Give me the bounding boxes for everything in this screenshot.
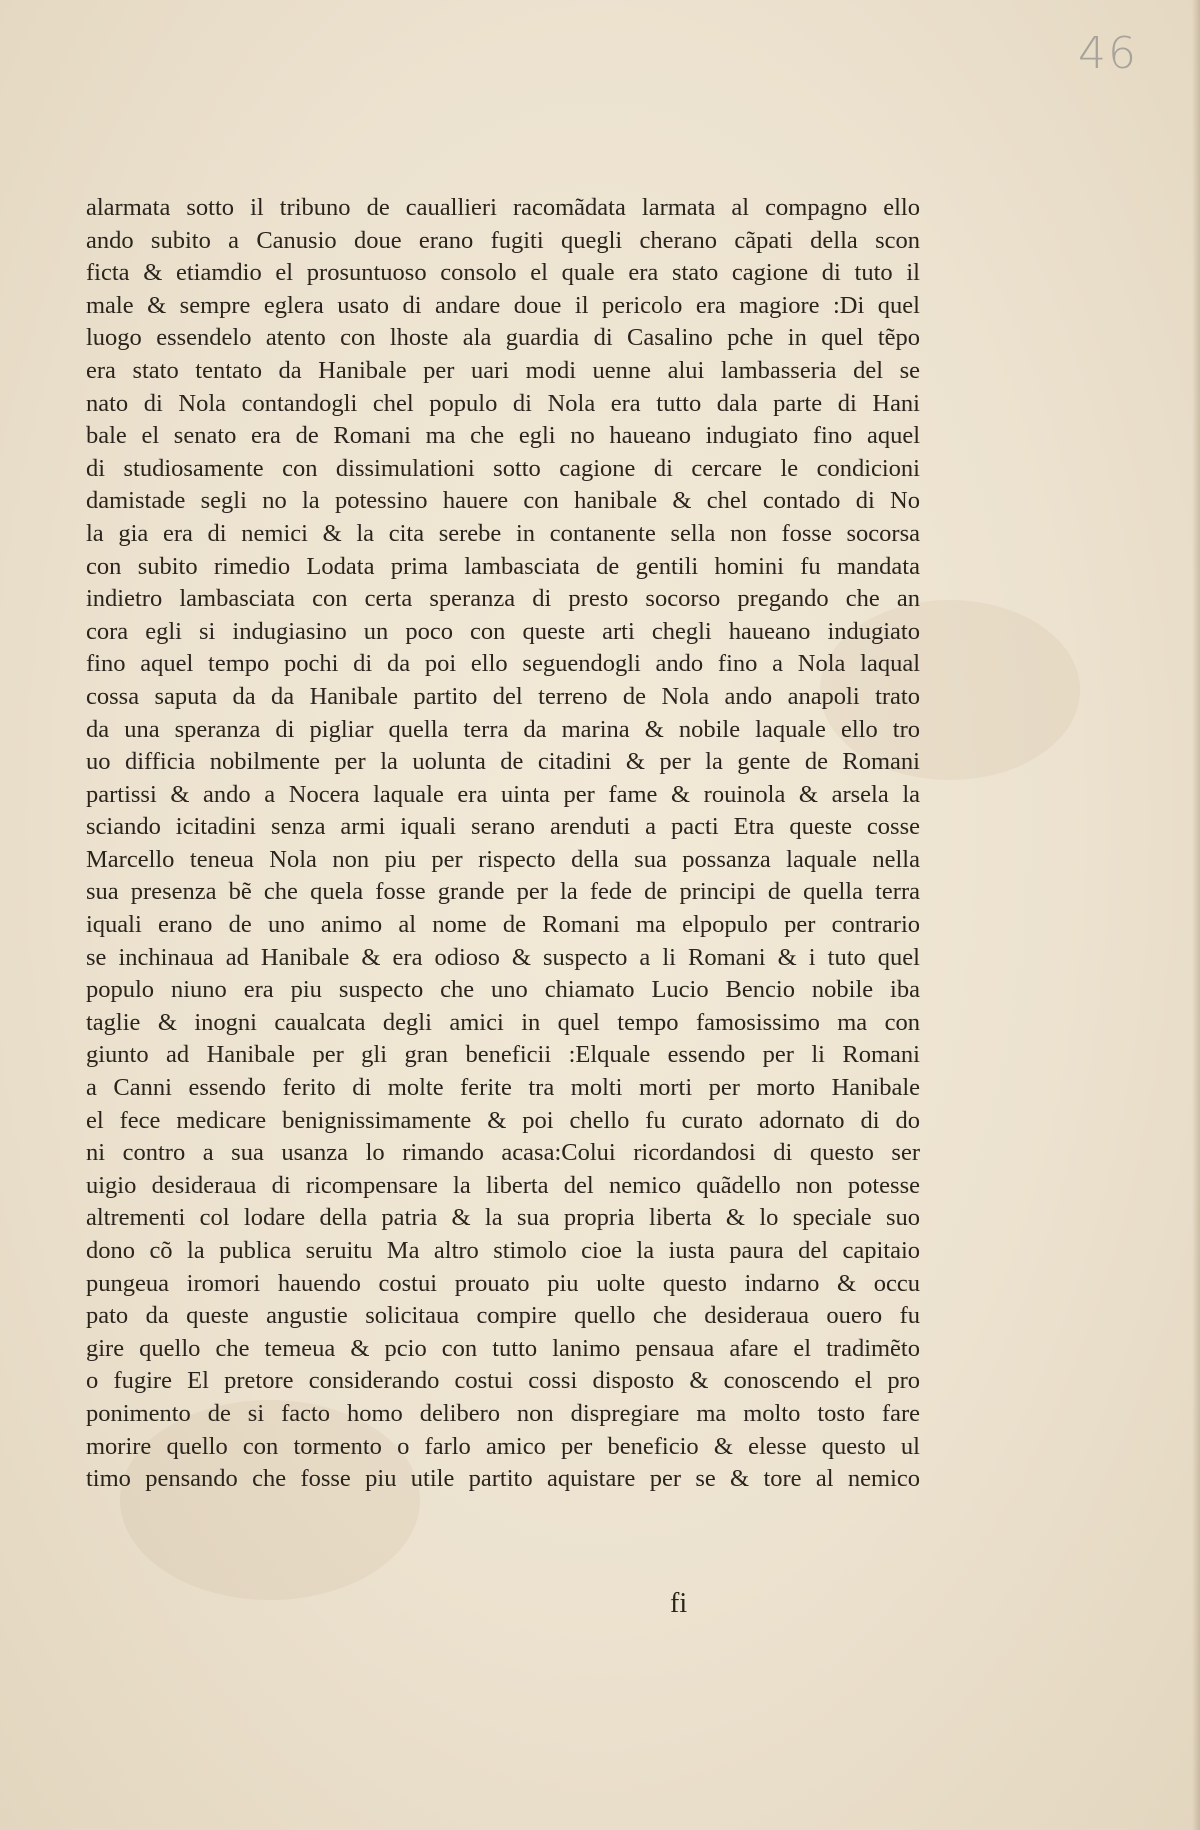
text-line: sua presenza bẽ che quela fosse grande per la fede de principi de quella terra: [86, 878, 920, 906]
text-line: morire quello con tormento o farlo amico per beneficio & elesse questo ul: [86, 1432, 920, 1460]
text-line: fino aquel tempo pochi di da poi ello seguendogli ando fino a Nola laqual: [86, 650, 920, 678]
signature-mark: fi: [670, 1588, 688, 1619]
text-line: era stato tentato da Hanibale per uari modi uenne alui lambasseria del se: [86, 356, 920, 384]
text-line: uo difficia nobilmente per la uolunta de citadini & per la gente de Romani: [86, 748, 920, 776]
text-line: pungeua iromori hauendo costui prouato piu uolte questo indarno & occu: [86, 1269, 920, 1297]
text-line: sciando icitadini senza armi iquali serano arenduti a pacti Etra queste cosse: [86, 813, 920, 841]
text-line: ni contro a sua usanza lo rimando acasa:Colui ricordandosi di questo ser: [86, 1139, 920, 1167]
text-line: cossa saputa da da Hanibale partito del terreno de Nola ando anapoli trato: [86, 682, 920, 710]
text-line: ficta & etiamdio el prosuntuoso consolo el quale era stato cagione di tuto il: [86, 259, 920, 287]
text-line: altrementi col lodare della patria & la sua propria liberta & lo speciale suo: [86, 1204, 920, 1232]
text-line: luogo essendelo atento con lhoste ala guardia di Casalino pche in quel tẽpo: [86, 324, 920, 352]
text-line: pato da queste angustie solicitaua compire quello che desideraua ouero fu: [86, 1302, 920, 1330]
text-line: uigio desideraua di ricompensare la liberta del nemico quãdello non potesse: [86, 1171, 920, 1199]
text-line: timo pensando che fosse piu utile partito aquistare per se & tore al nemico: [86, 1465, 920, 1493]
text-line: se inchinaua ad Hanibale & era odioso & suspecto a li Romani & i tuto quel: [86, 943, 920, 971]
text-line: con subito rimedio Lodata prima lambasciata de gentili homini fu mandata: [86, 552, 920, 580]
text-line: ponimento de si facto homo delibero non dispregiare ma molto tosto fare: [86, 1399, 920, 1427]
text-line: a Canni essendo ferito di molte ferite tra molti morti per morto Hanibale: [86, 1074, 920, 1102]
text-line: o fugire El pretore considerando costui cossi disposto & conoscendo el pro: [86, 1367, 920, 1395]
text-line: da una speranza di pigliar quella terra da marina & nobile laquale ello tro: [86, 715, 920, 743]
text-line: alarmata sotto il tribuno de cauallieri racomãdata larmata al compagno ello: [86, 194, 920, 221]
text-line: indietro lambasciata con certa speranza di presto socorso pregando che an: [86, 585, 920, 613]
text-block: [86, 192, 920, 1496]
text-line: gire quello che temeua & pcio con tutto lanimo pensaua afare el tradimẽto: [86, 1334, 920, 1362]
text-line: dono cõ la publica seruitu Ma altro stimolo cioe la iusta paura del capitaio: [86, 1237, 920, 1264]
text-line: cora egli si indugiasino un poco con queste arti chegli haueano indugiato: [86, 617, 920, 645]
page-edge: [1192, 0, 1200, 1830]
text-line: di studiosamente con dissimulationi sotto cagione di cercare le condicioni: [86, 454, 920, 482]
text-line: populo niuno era piu suspecto che uno chiamato Lucio Bencio nobile iba: [86, 976, 920, 1004]
text-line: partissi & ando a Nocera laquale era uinta per fame & rouinola & arsela la: [86, 780, 920, 808]
text-line: bale el senato era de Romani ma che egli no haueano indugiato fino aquel: [86, 422, 920, 450]
text-line: iquali erano de uno animo al nome de Romani ma elpopulo per contrario: [86, 911, 920, 939]
text-line: damistade segli no la potessino hauere con hanibale & chel contado di No: [86, 487, 920, 515]
text-line: el fece medicare benignissimamente & poi chello fu curato adornato di do: [86, 1106, 920, 1134]
text-line: Marcello teneua Nola non piu per rispecto della sua possanza laquale nella: [86, 845, 920, 873]
text-line: male & sempre eglera usato di andare doue il pericolo era magiore :Di quel: [86, 291, 920, 319]
text-line: giunto ad Hanibale per gli gran beneficii :Elquale essendo per li Romani: [86, 1041, 920, 1069]
text-line: la gia era di nemici & la cita serebe in contanente sella non fosse socorsa: [86, 519, 920, 547]
text-line: ando subito a Canusio doue erano fugiti quegli cherano cãpati della scon: [86, 226, 920, 254]
text-line: nato di Nola contandogli chel populo di Nola era tutto dala parte di Hani: [86, 389, 920, 417]
text-line: taglie & inogni caualcata degli amici in quel tempo famosissimo ma con: [86, 1008, 920, 1036]
folio-number: 46: [1078, 28, 1138, 79]
